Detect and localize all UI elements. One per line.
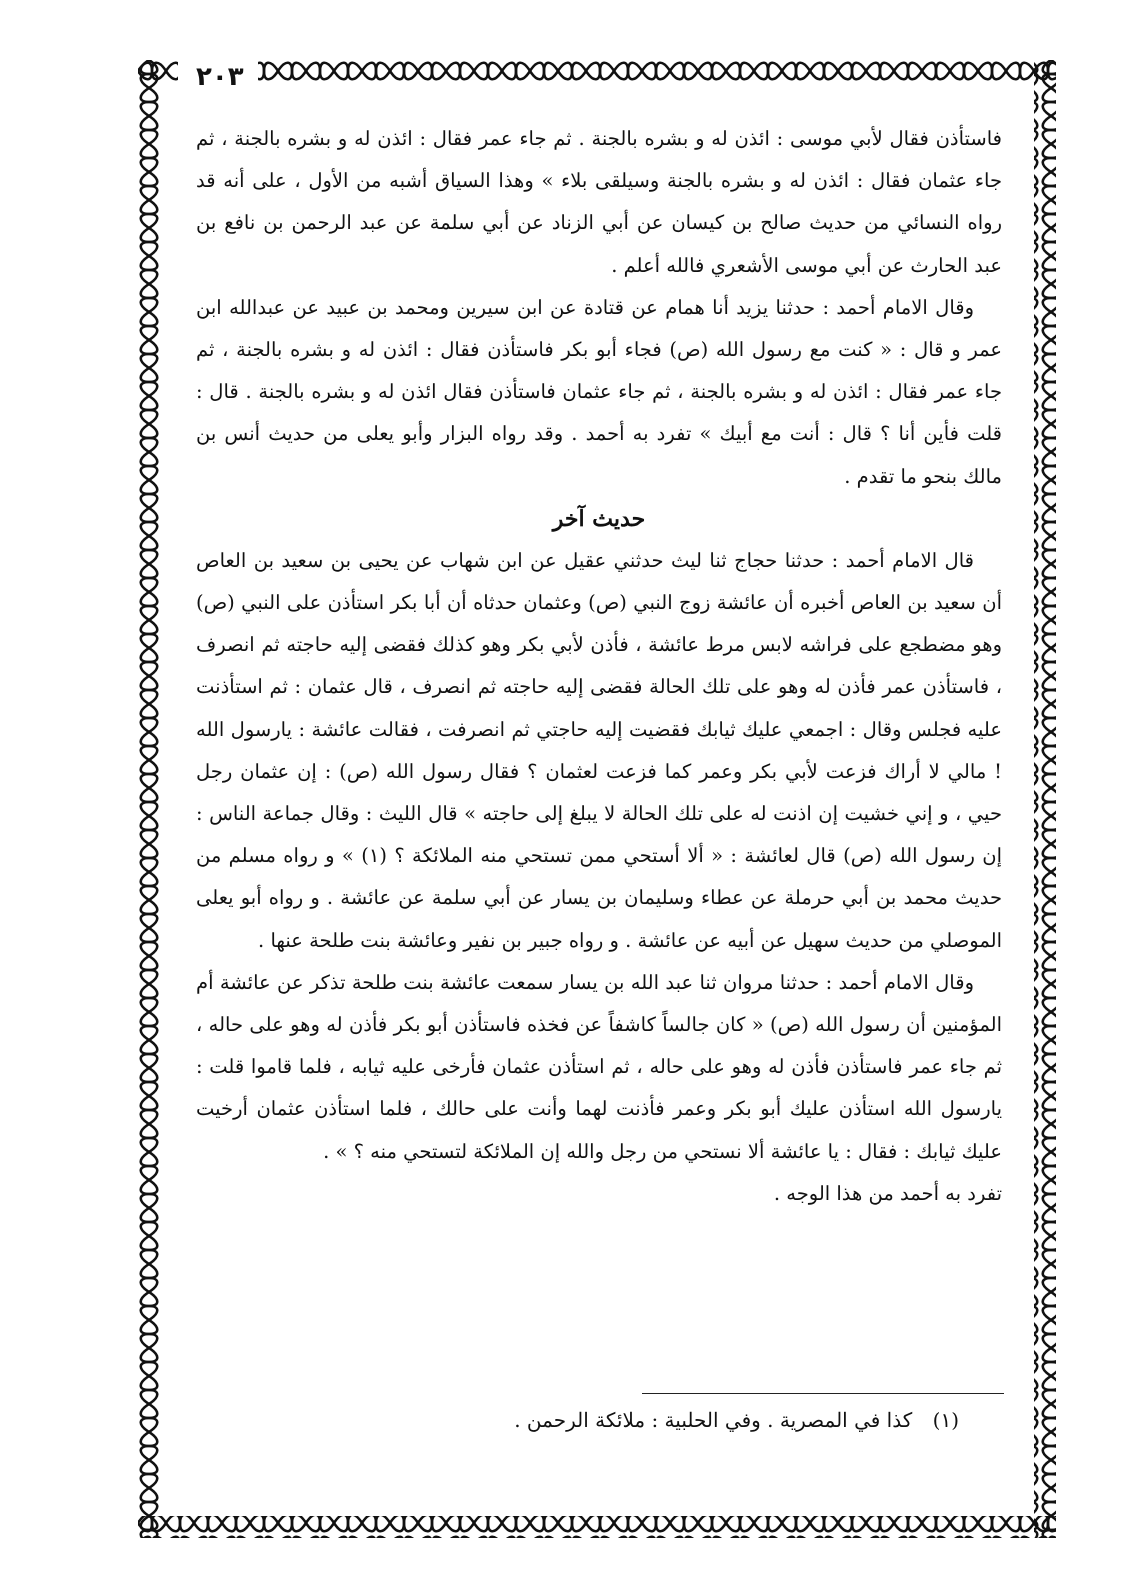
footnote-text: كذا في المصرية . وفي الحلبية : ملائكة الرحمن .	[514, 1408, 913, 1432]
paragraph: قال الامام أحمد : حدثنا حجاج ثنا ليث حدثني عقيل عن ابن شهاب عن يحيى بن سعيد بن العاص أن سعيد بن العاص أخبره أن عائشة زوج النبي (ص) وعثمان حدثاه أن أبا بكر استأذن على النبي (ص) وهو مضطجع على فراشه لابس مرط عائشة ، فأذن لأبي بكر وهو كذلك فقضى إليه حاجته ثم انصرف ، فاستأذن عمر فأذن له وهو على تلك الحالة فقضى إليه حاجته ثم انصرف ، قال عثمان : ثم استأذنت عليه فجلس وقال : اجمعي عليك ثيابك فقضيت إليه حاجتي ثم انصرفت ، فقالت عائشة : يارسول الله ! مالي لا أراك فزعت لأبي بكر وعمر كما فزعت لعثمان ؟ فقال رسول الله (ص) : إن عثمان رجل حيي ، و إني خشيت إن اذنت له على تلك الحالة لا يبلغ إلى حاجته » قال الليث : وقال جماعة الناس : إن رسول الله (ص) قال لعائشة : « ألا أستحي ممن تستحي منه الملائكة ؟ (١) » و رواه مسلم من حديث محمد بن أبي حرملة عن عطاء وسليمان بن يسار عن أبي سلمة عن عائشة . و رواه أبو يعلى الموصلي من حديث سهيل عن أبيه عن عائشة . و رواه جبير بن نفير وعائشة بنت طلحة عنها .	[196, 548, 1003, 952]
paragraph: فاستأذن فقال لأبي موسى : ائذن له و بشره بالجنة . ثم جاء عمر فقال : ائذن له و بشره بالجنة ، ثم جاء عثمان فقال : ائذن له و بشره بالجنة وسيلقى بلاء » وهذا السياق أشبه من الأول ، على أنه قد رواه النسائي من حديث صالح بن كيسان عن أبي الزناد عن أبي سلمة عن عبد الرحمن بن نافع بن عبد الحارث عن أبي موسى الأشعري فالله أعلم .	[196, 127, 1002, 277]
page-body	[196, 118, 1002, 1215]
footnote	[514, 1408, 959, 1432]
paragraph: تفرد به أحمد من هذا الوجه .	[773, 1181, 1002, 1205]
footnote-number: (١)	[932, 1408, 959, 1432]
paragraph: وقال الامام أحمد : حدثنا مروان ثنا عبد الله بن يسار سمعت عائشة بنت طلحة تذكر عن عائشة أم المؤمنين أن رسول الله (ص) « كان جالساً كاشفاً عن فخذه فاستأذن أبو بكر فأذن له وهو على حاله ، ثم جاء عمر فاستأذن فأذن له وهو على حاله ، ثم استأذن عثمان فأرخى عليه ثيابه ، فلما قاموا قلت : يارسول الله استأذن عليك أبو بكر وعمر فأذنت لهما وأنت على حالك ، فلما استأذن عثمان أرخيت عليك ثيابك : فقال : يا عائشة ألا نستحي من رجل والله إن الملائكة لتستحي منه ؟ » .	[196, 970, 1002, 1163]
paragraph: وقال الامام أحمد : حدثنا يزيد أنا همام عن قتادة عن ابن سيرين ومحمد بن عبيد عن عبدالله ابن عمر و قال : « كنت مع رسول الله (ص) فجاء أبو بكر فاستأذن فقال : ائذن له و بشره بالجنة ، ثم جاء عمر فقال : ائذن له و بشره بالجنة ، ثم جاء عثمان فاستأذن فقال ائذن له و بشره بالجنة . قال : قلت فأين أنا ؟ قال : أنت مع أبيك » تفرد به أحمد . وقد رواه البزار وأبو يعلى من حديث أنس بن مالك بنحو ما تقدم .	[196, 295, 1002, 488]
section-heading: حديث آخر	[552, 505, 646, 532]
page-number: ٢٠٣	[196, 62, 244, 92]
footnote-divider	[642, 1393, 1004, 1394]
